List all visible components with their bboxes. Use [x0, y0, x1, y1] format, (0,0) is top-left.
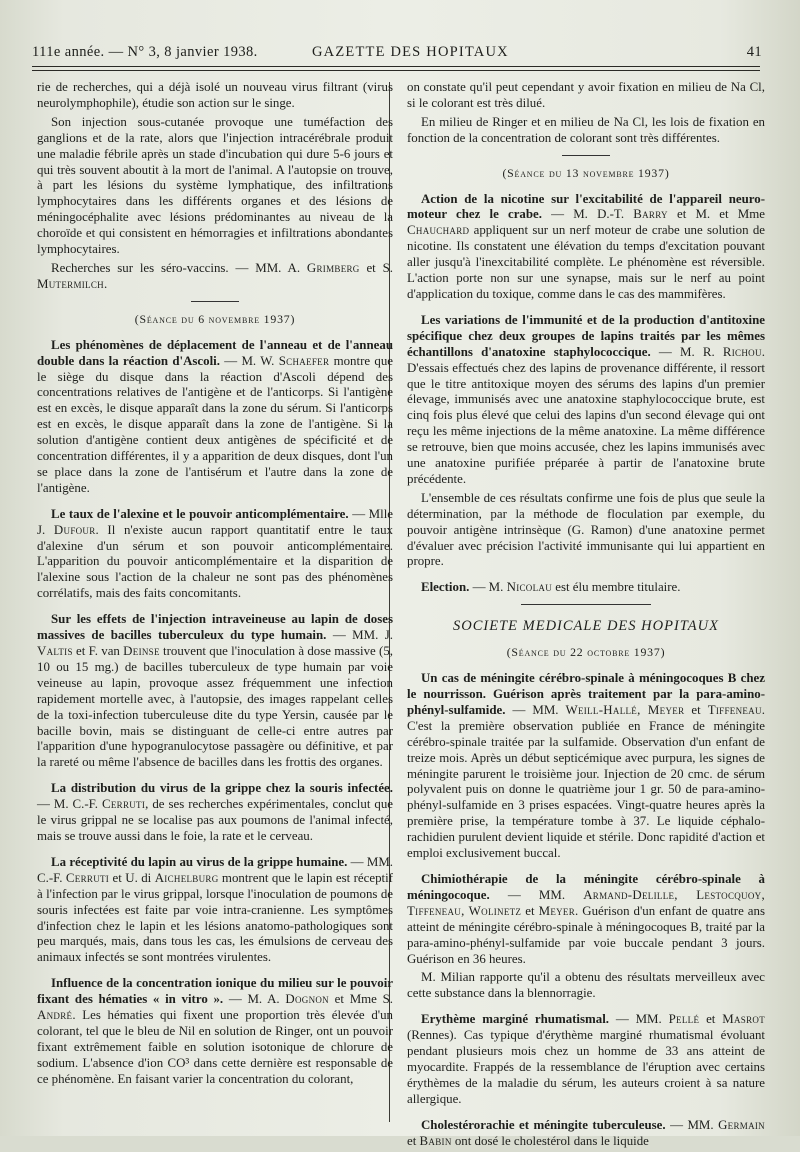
article-entry: La réceptivité du lapin au virus de la grippe humaine. — MM. C.-F. Cerruti et U. di Aichelburg montrent que le lapin est réceptif à l'infection par le virus grippal, lorsque l'inoculation de poumons de souris infectées est faite par voie intra-cranienne. Les symptômes d'infection chez le lapin et les lésions anatomo-pathologiques sont peu marqués, mais, dans tous les cas, les émulsions de cerveau des animaux infectés se sont montrées virulentes. — [37, 854, 394, 965]
article-entry: Election. — M. Nicolau est élu membre titulaire. — [421, 580, 681, 595]
article-entry: Les variations de l'immunité et de la production d'antitoxine spécifique chez deux groupes de lapins traités par les mêmes échantillons d'anatoxine staphylococcique. — M. R. Richou. D'essais effectués chez des lapins de provenance différente, il ressort que le titre antitoxique moyen des sérums des lapins d'un premier élevage, immunisés avec une anatoxine staphylococcique brute, est cinq fois plus élevé que celui des lapins d'un second élevage qui ont reçu les même injections de la même anatoxine. La même différence se retrouve, bien que moins accusée, chez les lapins immunisés avec une anatoxine purifiée préparée à partir de l'anatoxine brute précédente. — [407, 312, 765, 486]
article-entry: Action de la nicotine sur l'excitabilité de l'appareil neuro-moteur chez le crabe. — M. D.-T. Barry et M. et Mme Chauchard appliquent sur un nerf moteur de crabe une solution de nicotine. Ils constatent une élévation du temps d'excitation pouvant aller jusqu'à l'inexcitabilité complète. Le phénomène est réversible. L'action porte non sur une synapse, mais sur le nerf au point d'application du toxique, comme dans le cas des mammifères. — [407, 191, 765, 301]
session-heading: (Séance du 22 octobre 1937) — [506, 645, 666, 660]
article-entry: La distribution du virus de la grippe chez la souris infectée. — M. C.-F. Cerruti, de ses recherches expérimentales, conclut que le virus grippal ne se localise pas aux poumons de l'animal infecté, mais se trouve aussi dans le foie, la rate et le cerveau. — [37, 781, 393, 843]
header-rule — [32, 66, 760, 67]
left-column — [37, 80, 393, 1091]
society-heading: SOCIETE MEDICALE DES HOPITAUX — [453, 618, 719, 635]
paragraph: on constate qu'il peut cependant y avoir fixation en milieu de Na Cl, si le colorant est très dilué. — [407, 80, 765, 110]
paragraph: L'ensemble de ces résultats confirme une fois de plus que seule la détermination, par la méthode de floculation par exemple, du pouvoir antigène intrinsèque (G. Ramon) d'une anatoxine permet d'évaluer avec précision l'activité immunisante qui lui appartient en propre. — [407, 490, 765, 569]
paragraph: M. Milian rapporte qu'il a obtenu des résultats merveilleux avec cette substance dans la blennorragie. — [407, 970, 765, 1001]
article-entry: Cholestérorachie et méningite tuberculeuse. — MM. Germain et Babin ont dosé le cholestérol dans le liquide — [407, 1117, 765, 1148]
issue-info: 111e année. — N° 3, 8 janvier 1938. — [32, 44, 258, 60]
paragraph: En milieu de Ringer et en milieu de Na Cl, les lois de fixation en fonction de la concentration de colorant sont très différentes. — [407, 114, 765, 145]
article-entry: Le taux de l'alexine et le pouvoir anticomplémentaire. — Mlle J. Dufour. Il n'existe aucun rapport quantitatif entre le taux d'alexine d'un sérum et son pouvoir anticomplémentaire. L'apparition du pouvoir anticomplémentaire et la disparition de l'alexine sous l'action de la chaleur ne sont pas des phénomènes corrélatifs, mais des faits concomitants. — [37, 506, 393, 601]
section-separator — [521, 604, 651, 605]
session-heading: (Séance du 6 novembre 1937) — [134, 311, 296, 326]
separator — [562, 155, 610, 156]
article-entry: Chimiothérapie de la méningite cérébro-spinale à méningocoque. — MM. Armand-Delille, Lestocquoy, Tiffeneau, Wolinetz et Meyer. Guérison d'un enfant de quatre ans atteint de méningite cérébro-spinale à méningocoques B, traité par la para-amino-phényl-sulfamide par voie buccale pendant 3 jours. Guérison en 36 heures. — [407, 871, 765, 966]
right-column — [407, 80, 765, 1152]
page-header — [32, 42, 762, 64]
paragraph: rie de recherches, qui a déjà isolé un nouveau virus filtrant (virus neurolymphophile), étudie son action sur le singe. — [37, 80, 393, 110]
session-heading: (Séance du 13 novembre 1937) — [502, 165, 670, 180]
header-rule-thin — [32, 70, 760, 71]
article-entry: Influence de la concentration ionique du milieu sur le pouvoir fixant des hématies « in vitro ». — M. A. Dognon et Mme S. André. Les hématies qui fixent une proportion très élevée d'un colorant, tel que le bleu de Nil en solution de Ringer, ont un pouvoir fixant extrêmement faible en solution isotonique de chlorure de sodium. L'absence d'ion CO³ dans cette dernière est responsable de ce phénomène. En faisant varier la concentration du colorant, — [37, 976, 393, 1086]
article-entry: Recherches sur les séro-vaccins. — MM. A. Grimberg et S. Mutermilch. — [37, 260, 393, 291]
page-number: 41 — [746, 44, 762, 60]
paragraph: Son injection sous-cutanée provoque une tuméfaction des ganglions et de la rate, alors que l'injection intracérébrale produit une maladie fébrile après un stade d'incubation qui dure 5-6 jours et qui très souvent aboutit à la mort de l'animal. A l'autopsie on trouve, à part les lésions du système lymphatique, des infiltrations lymphocytaires dans les différents organes et des lésions de méningocéphalite avec lésions prédominantes au niveau de la choroïde et qui consistent en hémorragies et infiltrations abondantes lymphocytaires. — [37, 114, 393, 257]
article-entry: Un cas de méningite cérébro-spinale à méningocoques B chez le nourrisson. Guérison après traitement par la para-amino-phényl-sulfamide. — MM. Weill-Hallé, Meyer et Tiffeneau. C'est la première observation publiée en France de méningite cérébro-spinale traitée par la sulfamide. Observation d'un enfant de treize mois. Après un début septicémique avec purpura, les signes de méningite parurent le troisième jour. Injection de 20 cmc. de sérum polyvalent puis on donne le quatrième jour 1 gr. 50 de para-amino-phényl-sulfamide en 3 prises espacées. Vingt-quatre heures après la première prise, la température tombe à 37. Le liquide céphalo-rachidien purulent devient liquide et stérile. Donc rapidité d'action et emploi exclusivement buccal. — [407, 671, 766, 861]
journal-title: GAZETTE DES HOPITAUX — [312, 44, 509, 60]
article-entry: Les phénomènes de déplacement de l'anneau et de l'anneau double dans la réaction d'Ascoli. — M. W. Schaefer montre que le siège du disque dans la réaction d'Ascoli dépend des concentrations relatives de l'antigène et de l'anticorps. Si l'antigène est en excès, le disque apparaît dans la zone du sérum. Si l'anticorps est en excès, le disque apparaît dans la zone de l'antigène. Si la solution d'antigène contient deux antigènes de spécificité et de concentration différentes, il y a apparition de deux disques, dont l'un se place dans la zone de l'antisérum et l'autre dans la zone de l'antigène. — [37, 337, 393, 495]
separator — [191, 301, 239, 302]
article-entry: Sur les effets de l'injection intraveineuse au lapin de doses massives de bacilles tuberculeux du type humain. — MM. J. Valtis et F. van Deinse trouvent que l'inoculation à dose massive (5, 10 ou 15 mg.) de bacilles tuberculeux de type humain par voie veineuse au lapin, provoque assez fréquemment une infection rapidement mortelle avec, à l'autopsie, des images rappelant celles de la toxi-infection tuberculeuse dite du type Yersin, causée par le bacille bovin, mais se distinguant de celle-ci entre autres par l'apparition d'une hypogranulocytose passagère ou définitive, et par la rareté ou même l'absence de bacilles dans les frottis des organes. — [37, 612, 394, 770]
article-entry: Erythème marginé rhumatismal. — MM. Pellé et Masrot (Rennes). Cas typique d'érythème marginé rhumatismal évoluant pendant plusieurs mois chez un homme de 33 ans atteint de myocardite. Frappés de la ressemblance de l'éruption avec certains érythèmes de la maladie du sérum, les auteurs croient à sa nature allergique. — [407, 1012, 766, 1106]
